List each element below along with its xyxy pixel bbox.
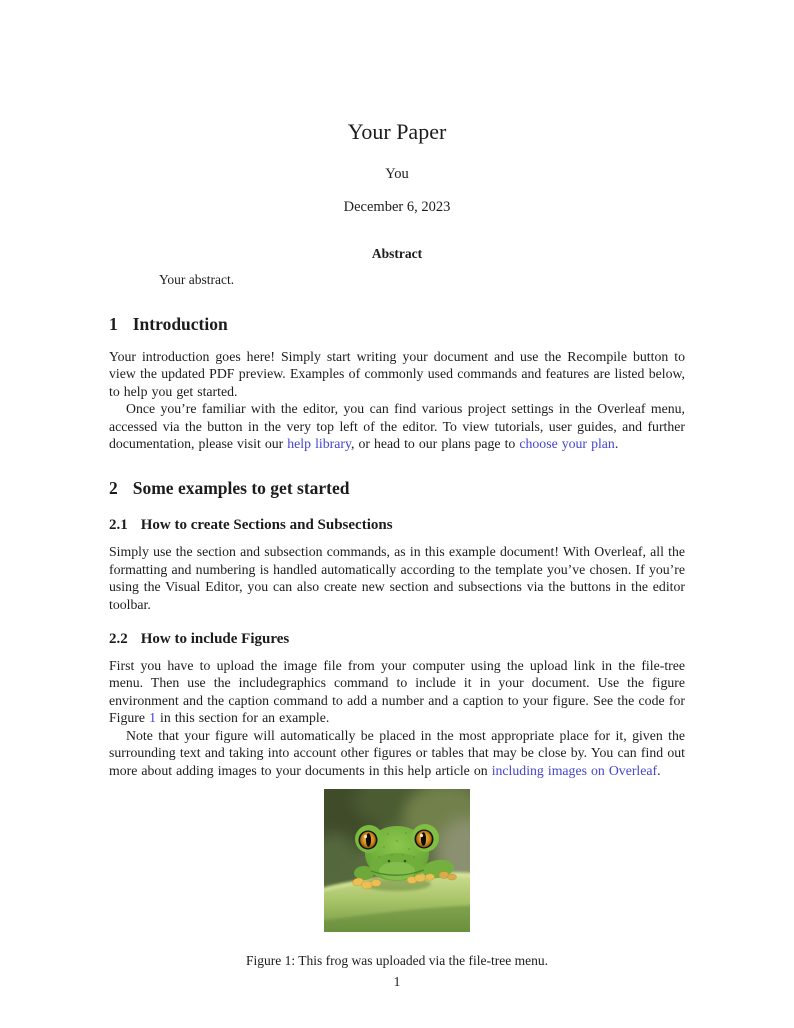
paragraph-text: , or head to our plans page to [350, 436, 520, 452]
choose-your-plan-link[interactable]: choose your plan [519, 436, 615, 452]
frog-photo [324, 789, 470, 932]
subsection-2-1-heading [109, 516, 685, 534]
section-1-number: 1 [109, 314, 118, 334]
paragraph-text: Simply use the section and subsection commands, as in this example document! With Overleaf, all the formatting and numbering is handled automatically according to the template you’ve chosen. If you’re using the Visual Editor, you can also create new section and subsections via the buttons in the editor toolbar. [109, 544, 685, 612]
help-library-link[interactable]: help library [287, 436, 351, 452]
section-1-heading [109, 314, 685, 335]
paragraph-text: Note that your figure will automatically be placed in the most appropriate place for it, given the surrounding text and taking into account other figures or tables that may be close by. You can find out more about adding images to your documents in this help article on [109, 727, 685, 778]
figure-1 [109, 789, 685, 969]
subsection-2-2-title: How to include Figures [140, 631, 290, 648]
section-2-number: 2 [109, 478, 118, 499]
subsection-2-2-heading [109, 630, 685, 648]
subsection-2-1-title: How to create Sections and Subsections [140, 517, 393, 534]
figure-1-caption: Figure 1: This frog was uploaded via the file-tree menu. [246, 952, 548, 968]
paper-date: December 6, 2023 [343, 199, 451, 215]
subsection-2-2-paragraph-2 [109, 727, 685, 779]
figure-1-reference-link[interactable]: 1 [149, 710, 156, 726]
subsection-2-1-number: 2.1 [109, 517, 128, 534]
paragraph-text: . [614, 436, 619, 452]
section-2-title: Some examples to get started [132, 478, 350, 499]
paragraph-text: . [657, 762, 661, 778]
paragraph-text: First you have to upload the image file from your computer using the upload link in the file-tree menu. Then use the includegraphics command to include it in your document. Use the figure environment and the caption command to add a number and a caption to your figure. See the code for Figure [109, 658, 685, 726]
subsection-2-2-number: 2.2 [109, 631, 128, 648]
subsection-2-1-paragraph-1 [109, 543, 685, 613]
page-number: 1 [393, 974, 401, 989]
section-1-paragraph-2 [109, 400, 685, 452]
abstract-heading: Abstract [371, 246, 423, 261]
section-1-paragraph-1 [109, 348, 685, 400]
subsection-2-2-paragraph-1 [109, 657, 685, 727]
text-column [109, 0, 685, 969]
paragraph-text: Once you’re familiar with the editor, you can find various project settings in the Overleaf menu, accessed via the button in the very top left of the editor. To view tutorials, user guides, and further documentation, please visit our [109, 401, 685, 452]
paragraph-text: in this section for an example. [155, 710, 330, 726]
paragraph-text: Your introduction goes here! Simply start writing your document and use the Recompile button to view the updated PDF preview. Examples of commonly used commands and features are listed below, to help you get started. [109, 349, 685, 399]
paper-author: You [385, 166, 409, 182]
section-2-heading [109, 478, 685, 499]
section-1-title: Introduction [132, 314, 228, 334]
including-images-link[interactable]: including images on Overleaf [491, 762, 658, 778]
abstract-text: Your abstract. [159, 272, 235, 287]
paper-title: Your Paper [347, 119, 447, 144]
